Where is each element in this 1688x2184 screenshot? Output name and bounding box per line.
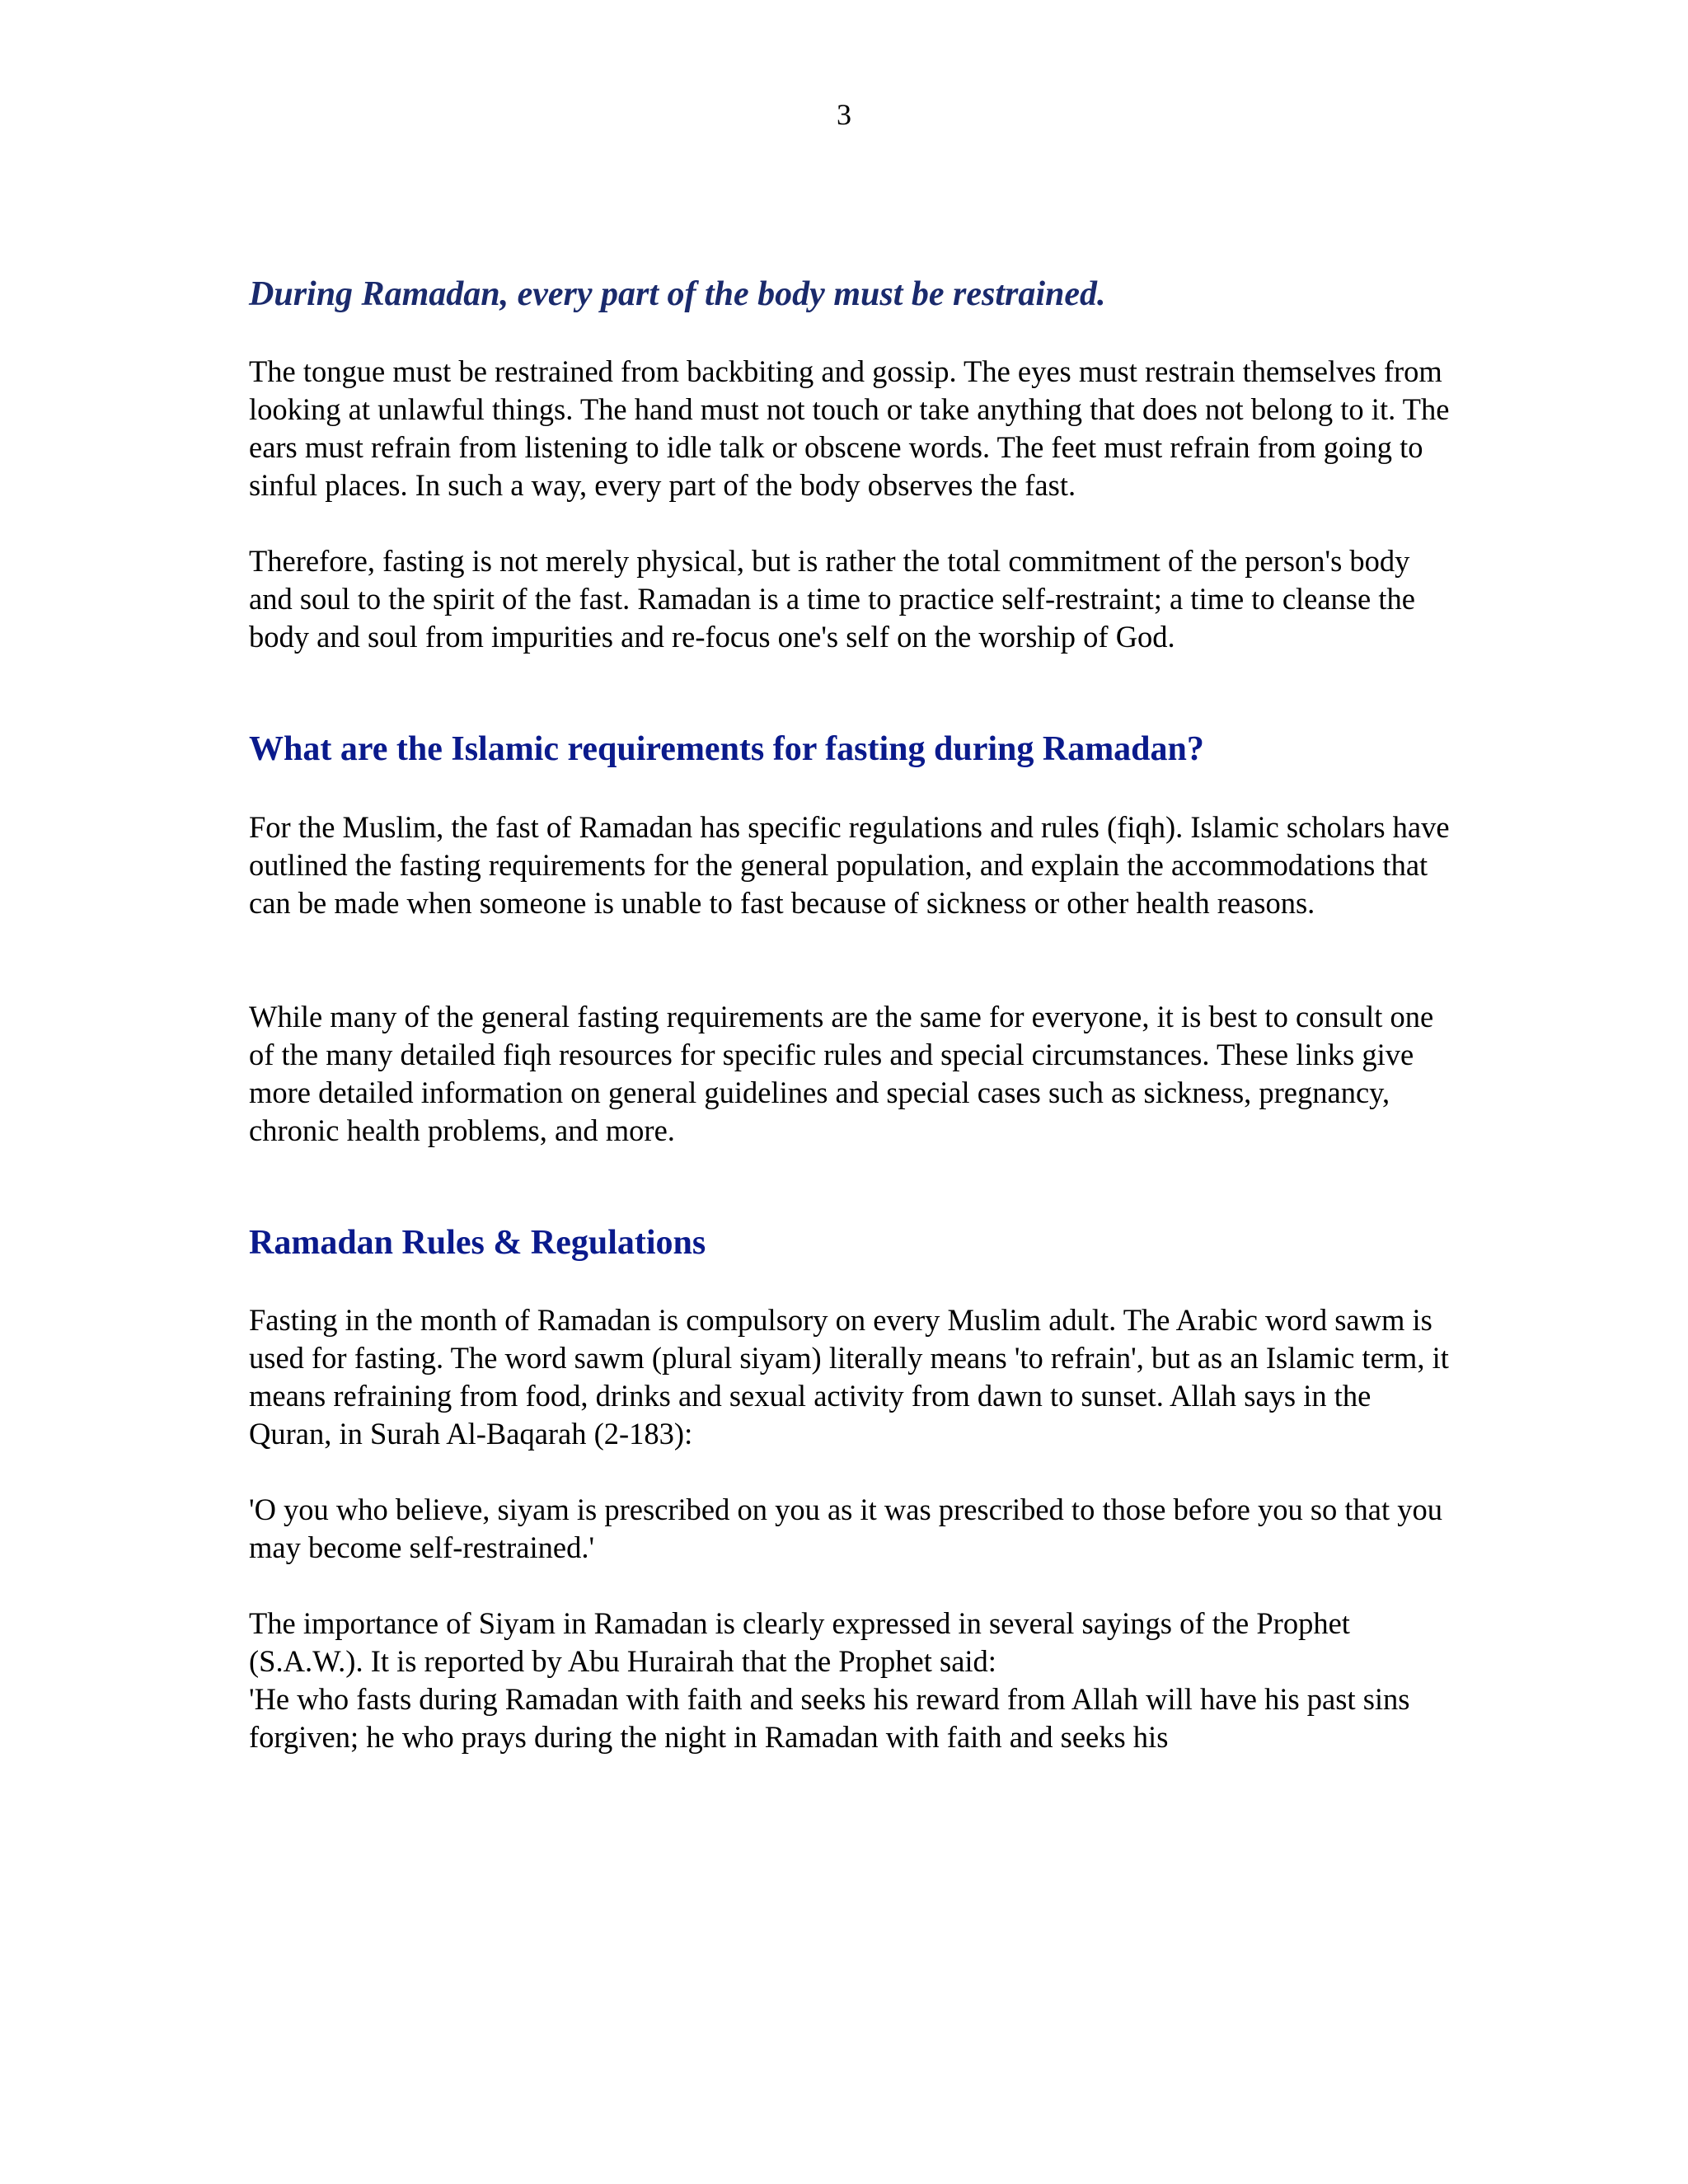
paragraph-requirements-2: While many of the general fasting requirements are the same for everyone, it is best to consult one of the many detailed fiqh resources for specific rules and special circumstances. These links give more detailed information on general guidelines and special cases such as sickness, pregnancy, chronic health problems, and more. <box>249 999 1434 1147</box>
section-heading-rules: Ramadan Rules & Regulations <box>249 1223 706 1262</box>
quran-quote: 'O you who believe, siyam is prescribed on you as it was prescribed to those before you so that you may become self-restrained.' <box>249 1493 1443 1565</box>
section-heading-requirements: What are the Islamic requirements for fasting during Ramadan? <box>249 730 1204 769</box>
paragraph-body-restraint-2: Therefore, fasting is not merely physical, but is rather the total commitment of the person's body and soul to the spirit of the fast. Ramadan is a time to practice self-restraint; a time to cleanse the body and soul from impurities and re-focus one's self on the worship of God. <box>249 544 1415 654</box>
paragraph-requirements-1: For the Muslim, the fast of Ramadan has specific regulations and rules (fiqh). Islamic scholars have outlined the fasting requirements for the general population, and explain the accommodations that can be made when someone is unable to fast because of sickness or other health reasons. <box>249 809 1450 920</box>
page-number: 3 <box>837 98 851 131</box>
paragraph-rules-1: Fasting in the month of Ramadan is compulsory on every Muslim adult. The Arabic word sawm is used for fasting. The word sawm (plural siyam) literally means 'to refrain', but as an Islamic term, it means refraining from food, drinks and sexual activity from dawn to sunset. Allah says in the Quran, in Surah Al-Baqarah (2-183): <box>249 1303 1449 1451</box>
paragraph-body-restraint-1: The tongue must be restrained from backbiting and gossip. The eyes must restrain themselves from looking at unlawful things. The hand must not touch or take anything that does not belong to it. The ears must refrain from listening to idle talk or obscene words. The feet must refrain from going to sinful places. In such a way, every part of the body observes the fast. <box>249 354 1450 503</box>
document-body <box>249 274 1452 1756</box>
paragraph-rules-2: The importance of Siyam in Ramadan is clearly expressed in several sayings of the Prophet (S.A.W.). It is reported by Abu Hurairah that the Prophet said: <box>249 1606 1350 1679</box>
hadith-quote: 'He who fasts during Ramadan with faith and seeks his reward from Allah will have his past sins forgiven; he who prays during the night in Ramadan with faith and seeks his <box>249 1682 1410 1755</box>
section-heading-body-restraint: During Ramadan, every part of the body must be restrained. <box>249 275 1106 313</box>
